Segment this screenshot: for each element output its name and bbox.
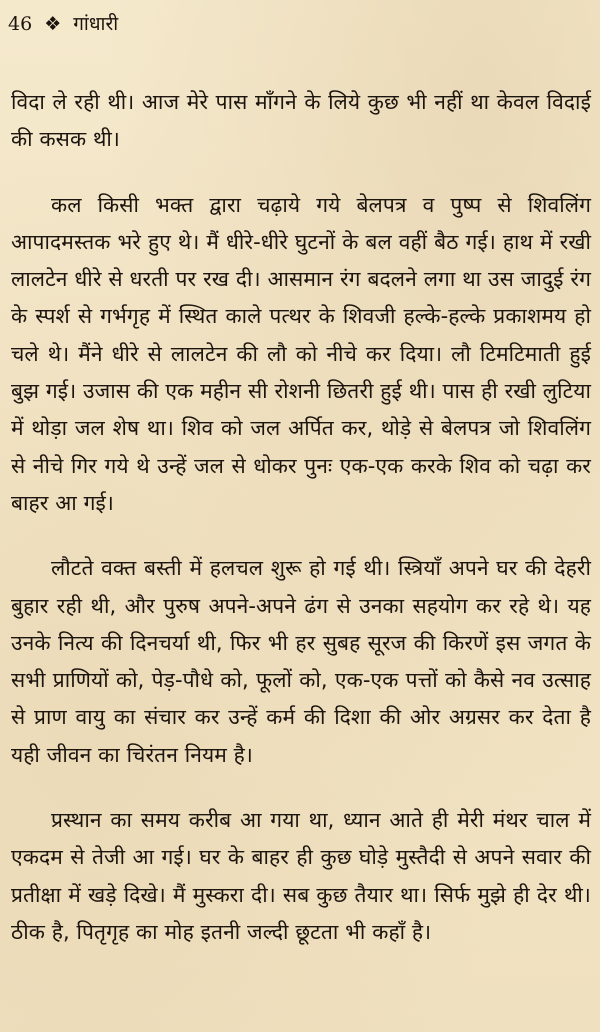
page-header bbox=[8, 12, 118, 36]
running-title: गांधारी bbox=[73, 13, 119, 35]
ornament-icon: ❖ bbox=[44, 13, 62, 35]
body-text bbox=[11, 84, 591, 979]
page-number: 46 bbox=[8, 13, 33, 35]
paragraph-continuation: विदा ले रही थी। आज मेरे पास माँगने के लिये कुछ भी नहीं था केवल विदाई की कसक थी। bbox=[11, 90, 591, 152]
paragraph-shiva-worship: कल किसी भक्त द्वारा चढ़ाये गये बेलपत्र व पुष्प से शिवलिंग आपादमस्तक भरे हुए थे। मैं धीरे-धीरे घुटनों के बल वहीं बैठ गई। हाथ में रखी लालटेन धीरे से धरती पर रख दी। आसमान रंग बदलने लगा था उस जादुई रंग के स्पर्श से गर्भगृह में स्थित काले पत्थर के शिवजी हल्के-हल्के प्रकाशमय हो चले थे। मैंने धीरे से लालटेन की लौ को नीचे कर दिया। लौ टिमटिमाती हुई बुझ गई। उजास की एक महीन सी रोशनी छितरी हुई थी। पास ही रखी लुटिया में थोड़ा जल शेष था। शिव को जल अर्पित कर, थोड़े से बेलपत्र जो शिवलिंग से नीचे गिर गये थे उन्हें जल से धोकर पुनः एक-एक करके शिव को चढ़ा कर बाहर आ गई। bbox=[11, 192, 591, 515]
paragraph-departure: प्रस्थान का समय करीब आ गया था, ध्यान आते ही मेरी मंथर चाल में एकदम से तेजी आ गई। घर के बाहर ही कुछ घोड़े मुस्तैदी से अपने सवार की प्रतीक्षा में खड़े दिखे। मैं मुस्करा दी। सब कुछ तैयार था। सिर्फ मुझे ही देर थी। ठीक है, पितृगृह का मोह इतनी जल्दी छूटता भी कहाँ है। bbox=[11, 808, 591, 944]
paragraph-returning: लौटते वक्त बस्ती में हलचल शुरू हो गई थी। स्त्रियाँ अपने घर की देहरी बुहार रही थी, और पुरुष अपने-अपने ढंग से उनका सहयोग कर रहे थे। यह उनके नित्य की दिनचर्या थी, फिर भी हर सुबह सूरज की किरणें इस जगत के सभी प्राणियों को, पेड़-पौधे को, फूलों को, एक-एक पत्तों को कैसे नव उत्साह से प्राण वायु का संचार कर उन्हें कर्म की दिशा की ओर अग्रसर कर देता है यही जीवन का चिरंतन नियम है। bbox=[11, 556, 591, 767]
